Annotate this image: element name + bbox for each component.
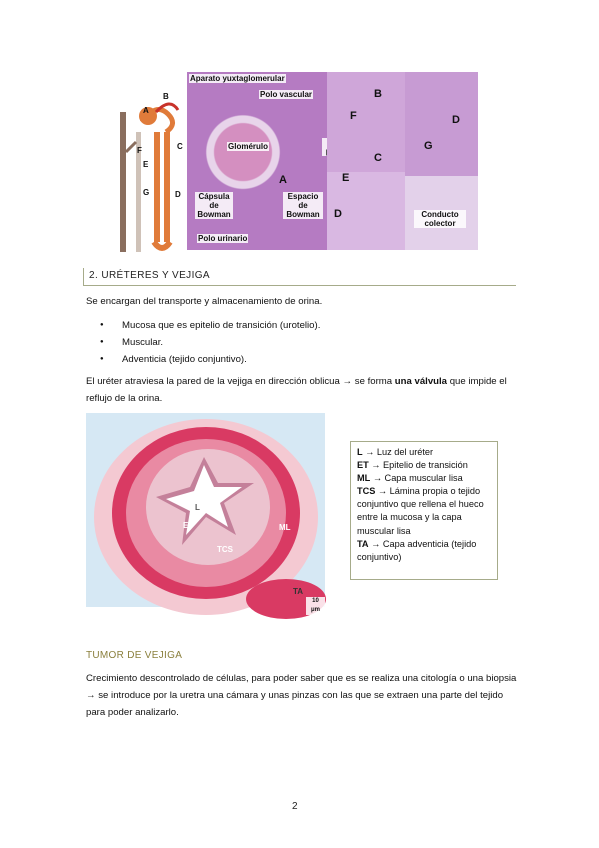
label-espacio-bowman: Espacio de Bowman [283, 192, 323, 219]
glomerulus-micrograph [187, 72, 327, 250]
nephron-diagram [112, 92, 190, 252]
label-polo-urinario: Polo urinario [198, 234, 248, 243]
legend-abbr: ET [357, 460, 369, 471]
label-conducto-colector: Conducto colector [414, 210, 466, 228]
legend-item [357, 538, 497, 564]
nephron-label-e: E [143, 160, 149, 169]
label-aparato-yuxtaglomerular: Aparato yuxtaglomerular [190, 74, 285, 83]
legend-abbr: ML [357, 473, 371, 484]
nephron-label-d: D [175, 190, 181, 199]
nephron-label-f: F [137, 146, 142, 155]
ureter-label-tcs: TCS [217, 545, 233, 554]
legend-abbr: TA [357, 538, 369, 549]
legend-item [357, 472, 497, 485]
legend-item [357, 485, 497, 537]
ureter-section-drawing [86, 413, 325, 607]
panel-letter-c: C [374, 152, 382, 164]
legend-box [350, 441, 498, 580]
list-item: ● Adventicia (tejido conjuntivo). [100, 351, 320, 368]
legend-item [357, 459, 497, 472]
list-item: ● Mucosa que es epitelio de transición (urotelio). [100, 317, 320, 334]
panel-letter-f: F [350, 110, 357, 122]
nephron-label-g: G [143, 188, 150, 197]
label-glomerulo: Glomérulo [228, 142, 269, 151]
legend-text: → Epitelio de transición [368, 460, 468, 471]
section-title: 2. URÉTERES Y VEJIGA [89, 270, 211, 281]
nephron-label-b: B [163, 92, 169, 101]
valve-text-before: El uréter atraviesa la pared de la vejiga en dirección oblicua → se forma [86, 376, 395, 387]
top-figure [112, 72, 478, 250]
tumor-heading: TUMOR DE VEJIGA [86, 650, 183, 661]
panel-letter-g: G [424, 140, 433, 152]
legend-text: → Capa adventicia (tejido conjuntivo) [357, 538, 477, 562]
ureter-label-et: ET [183, 521, 194, 530]
ureter-micrograph [86, 413, 325, 613]
scale-bar-label: 10 μm [306, 597, 325, 615]
tubule-micrograph-b [327, 72, 405, 172]
page-number: 2 [292, 801, 298, 812]
nephron-label-c: C [177, 142, 183, 151]
legend-text: → Lámina propia o tejido conjuntivo que rellena el hueco entre la mucosa y la capa muscular lisa [357, 486, 484, 536]
valve-text-bold: una válvula [394, 376, 448, 387]
legend-text: → Luz del uréter [362, 447, 434, 457]
ureter-label-ml: ML [279, 523, 291, 532]
panel-letter-b: B [374, 88, 382, 100]
tumor-paragraph: Crecimiento descontrolado de células, para poder saber que es se realiza una citología o una biopsia → se introduce por la uretra una cámara y unas pinzas con las que se extraen una parte del tejido para poder analizarlo. [86, 673, 517, 718]
label-capsula-bowman: Cápsula de Bowman [195, 192, 233, 219]
legend-item [357, 446, 497, 459]
list-item: ● Muscular. [100, 334, 320, 351]
valve-text-after: que impide el reflujo de la orina. [86, 376, 507, 404]
section-heading [83, 268, 516, 286]
ureter-label-ta: TA [293, 587, 304, 596]
panel-letter-d-small: D [334, 208, 342, 220]
panel-letter-e: E [342, 172, 350, 184]
tubule-micrograph-d [405, 72, 478, 176]
layer-list [100, 317, 320, 368]
legend-abbr: TCS [357, 486, 376, 497]
nephron-label-a: A [143, 106, 149, 115]
valve-paragraph [86, 373, 516, 407]
legend-abbr: L [357, 447, 363, 457]
intro-paragraph: Se encargan del transporte y almacenamiento de orina. [86, 296, 323, 307]
label-polo-vascular: Polo vascular [260, 90, 313, 99]
panel-letter-d: D [452, 114, 460, 126]
label-a-panel: A [279, 174, 287, 186]
legend-text: → Capa muscular lisa [370, 473, 463, 484]
ureter-label-l: L [195, 503, 200, 512]
